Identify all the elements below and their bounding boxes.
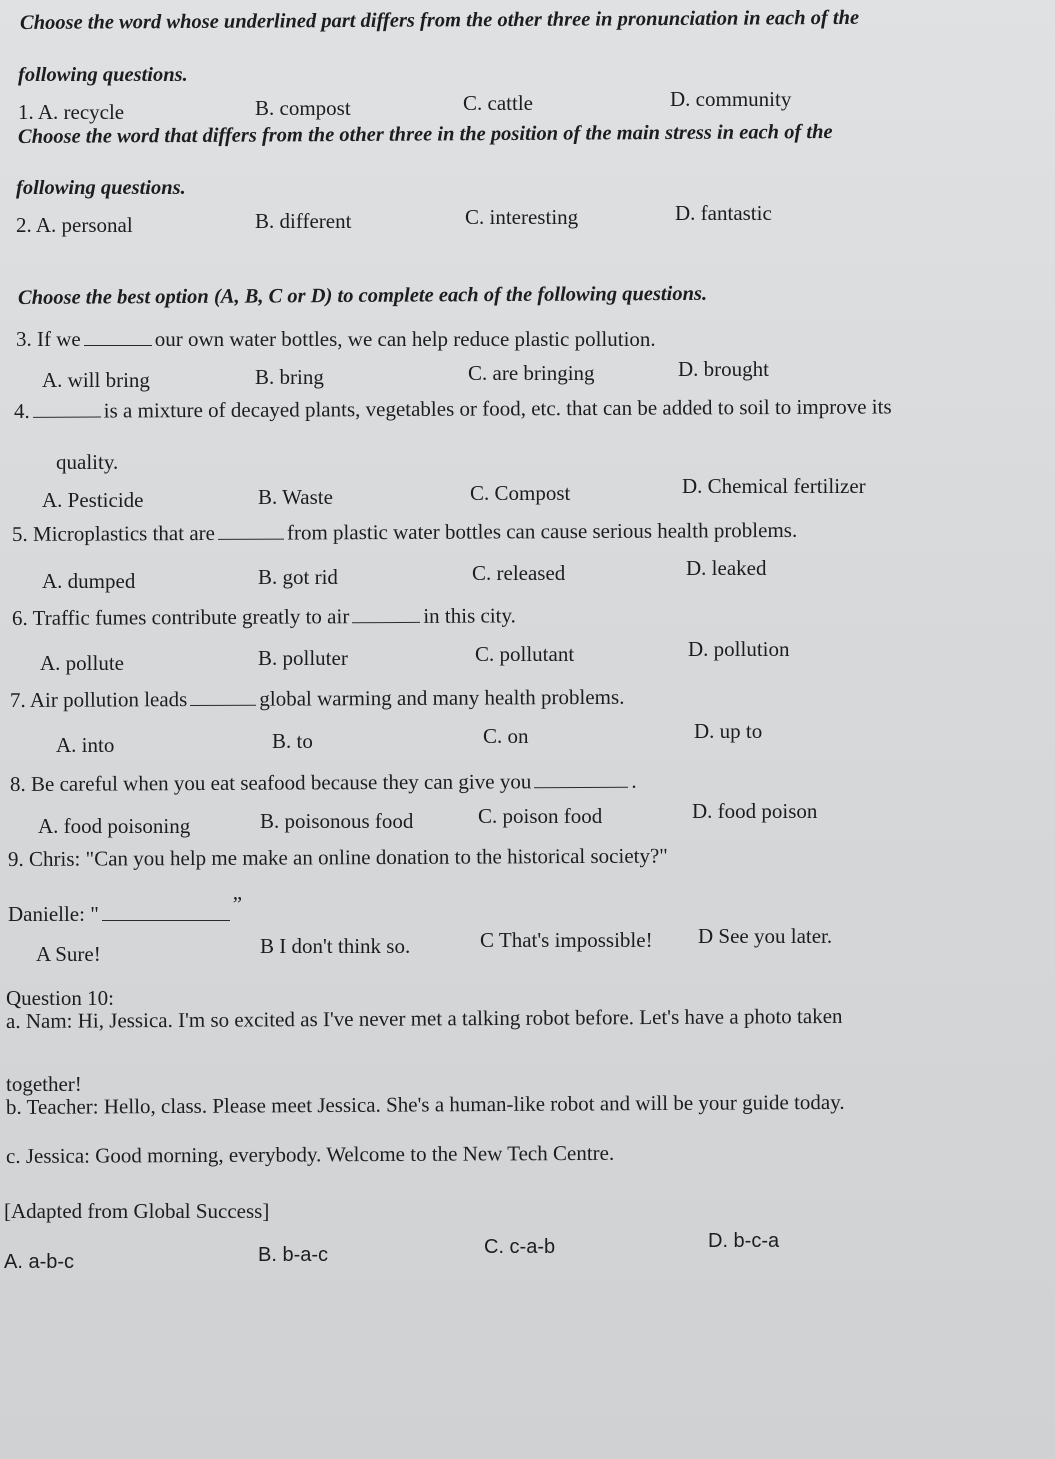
q6-option-d[interactable]: D. pollution: [688, 637, 790, 661]
q2-option-d[interactable]: D. fantastic: [675, 201, 772, 225]
q10-source: [Adapted from Global Success]: [4, 1199, 270, 1223]
q2-option-b[interactable]: B. different: [255, 209, 352, 233]
q4-stem-line2: quality.: [56, 450, 119, 474]
q5-option-c[interactable]: C. released: [472, 561, 566, 585]
q10-option-a[interactable]: A. a-b-c: [4, 1251, 75, 1273]
q10-sentence-a-line1: a. Nam: Hi, Jessica. I'm so excited as I've never met a talking robot before. Let's have a photo taken: [5, 1003, 843, 1033]
q9-danielle-line: Danielle: " ”: [8, 892, 243, 926]
q4-option-d[interactable]: D. Chemical fertilizer: [682, 474, 866, 498]
q6-blank[interactable]: [352, 602, 420, 623]
q6-option-b[interactable]: B. polluter: [258, 646, 348, 670]
q4-option-a[interactable]: A. Pesticide: [42, 488, 144, 512]
q4-blank[interactable]: [33, 397, 101, 418]
q9-option-c[interactable]: C That's impossible!: [480, 928, 653, 952]
q8-option-c[interactable]: C. poison food: [478, 804, 603, 828]
q10-option-b[interactable]: B. b-a-c: [258, 1244, 329, 1266]
stress-heading-line1: Choose the word that differs from the other three in the position of the main stress in each of the: [17, 121, 833, 148]
q8-option-d[interactable]: D. food poison: [692, 799, 818, 823]
q8-option-a[interactable]: A. food poisoning: [38, 814, 191, 838]
q7-option-b[interactable]: B. to: [272, 729, 313, 753]
q7-option-d[interactable]: D. up to: [694, 719, 763, 743]
q2-number: 2. A. personal: [16, 213, 133, 237]
q3-blank[interactable]: [84, 325, 152, 346]
q9-stem: 9. Chris: "Can you help me make an online donation to the historical society?": [7, 843, 668, 871]
q1-option-a[interactable]: A. recycle: [37, 100, 125, 124]
q10-sentence-a-line2: together!: [6, 1072, 82, 1096]
q1-option-c[interactable]: C. cattle: [463, 91, 533, 115]
q9-option-d[interactable]: D See you later.: [698, 924, 833, 948]
q7-option-c[interactable]: C. on: [483, 724, 529, 748]
q5-option-b[interactable]: B. got rid: [258, 565, 338, 589]
q7-blank[interactable]: [190, 685, 256, 706]
q3-option-b[interactable]: B. bring: [255, 365, 324, 389]
q6-option-c[interactable]: C. pollutant: [475, 642, 575, 666]
q9-blank[interactable]: [102, 900, 230, 921]
q2-option-c[interactable]: C. interesting: [465, 205, 579, 229]
q1-option-d[interactable]: D. community: [670, 87, 792, 111]
q6-option-a[interactable]: A. pollute: [40, 651, 124, 675]
q8-blank[interactable]: [534, 767, 628, 788]
q10-sentence-b: b. Teacher: Hello, class. Please meet Jessica. She's a human-like robot and will be your guide today.: [5, 1089, 845, 1119]
q4-option-b[interactable]: B. Waste: [258, 485, 333, 509]
q10-option-d[interactable]: D. b-c-a: [708, 1230, 780, 1252]
q7-option-a[interactable]: A. into: [56, 733, 115, 757]
q2-option-a[interactable]: A. personal: [35, 213, 133, 237]
pronunciation-heading-line2: following questions.: [18, 64, 188, 86]
q5-blank[interactable]: [218, 519, 284, 540]
q6-stem: 6. Traffic fumes contribute greatly to air in this city.: [11, 603, 516, 630]
q7-stem: 7. Air pollution leads global warming and many health problems.: [9, 684, 625, 712]
q10-sentence-c: c. Jessica: Good morning, everybody. Welcome to the New Tech Centre.: [5, 1140, 615, 1168]
q5-option-a[interactable]: A. dumped: [42, 569, 136, 593]
stress-heading-line2: following questions.: [16, 177, 186, 199]
q5-stem: 5. Microplastics that are from plastic water bottles can cause serious health problems.: [11, 517, 798, 546]
q8-option-b[interactable]: B. poisonous food: [260, 809, 414, 833]
pronunciation-heading-line1: Choose the word whose underlined part differs from the other three in pronunciation in each of the: [19, 6, 860, 34]
q4-option-c[interactable]: C. Compost: [470, 481, 571, 505]
q5-option-d[interactable]: D. leaked: [686, 556, 767, 580]
q9-option-a[interactable]: A Sure!: [36, 942, 101, 966]
q3-option-a[interactable]: A. will bring: [42, 368, 150, 392]
q1-option-b[interactable]: B. compost: [255, 96, 351, 120]
q4-stem: 4. is a mixture of decayed plants, vegetables or food, etc. that can be added to soil to improve its: [13, 394, 892, 423]
q10-option-c[interactable]: C. c-a-b: [484, 1236, 556, 1258]
q9-option-b[interactable]: B I don't think so.: [260, 934, 411, 958]
q10-title: Question 10:: [6, 986, 114, 1010]
q3-stem: 3. If we our own water bottles, we can help reduce plastic pollution.: [16, 327, 656, 351]
q3-option-c[interactable]: C. are bringing: [468, 361, 595, 385]
q3-option-d[interactable]: D. brought: [678, 357, 769, 381]
q8-stem: 8. Be careful when you eat seafood because they can give you .: [9, 768, 637, 796]
q1-number: 1. A. recycle: [18, 100, 125, 124]
best-option-heading: Choose the best option (A, B, C or D) to complete each of the following questions.: [17, 282, 708, 309]
